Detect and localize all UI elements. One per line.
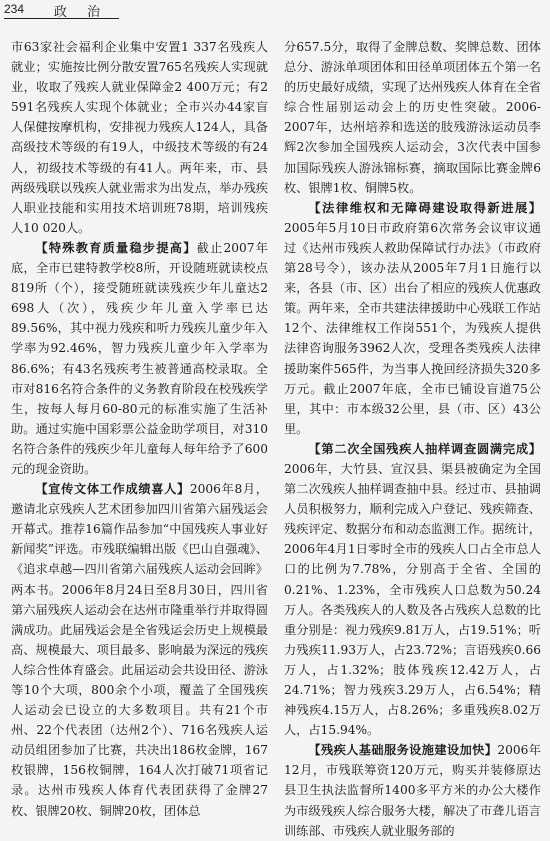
paragraph [284,740,541,840]
section-heading: 【残疾人基础服务设施建设加快】 [308,743,498,758]
section-heading: 【法律维权和无障碍建设取得新进展】 [308,200,541,215]
section-heading: 【特殊教育质量稳步提高】 [35,240,197,255]
section-title: 政 治 [54,5,109,20]
paragraph [11,479,268,821]
left-column [11,37,268,821]
paragraph [284,37,541,198]
paragraph-text: 市63家社会福利企业集中安置1 337名残疾人就业；实施按比例分散安置765名残疾人实现就业，收取了残疾人就业保障金2 400万元；有2 591名残疾人实现个体就业；全市兴办44家盲人保健按摩机构，安排视力残疾人124人，具备高级技术等级的有19人，中级技术等级的有24人，初级技术等级的有41人。两年来，市、县两级残联以残疾人就业需求为出发点，举办残疾人职业技能和实用技术培训班78期，培训残疾人10 020人。 [11,40,268,235]
section-heading: 【宣传文体工作成绩喜人】 [35,482,190,497]
paragraph-text: 2006年8月，邀请北京残疾人艺术团参加四川省第六届残运会开幕式。推荐16篇作品参加“中国残疾人事业好新闻奖”评选。市残联编辑出版《巴山自强魂》、《追求卓越—四川省第六届残疾人运动会回眸》两本书。2006年8月24日至8月30日，四川省第六届残疾人运动会在达州市隆重举行并取得圆满成功。此届残运会是全省残运会历史上规模最高、规模最大、项目最多、影响最为深远的残疾人综合性体育盛会。此届运动会共设田径、游泳等10个大项，800余个小项，覆盖了全国残疾人运动会已设立的大多数项目。共有21个市州、22个代表团（达州2个）、716名残疾人运动员组团参加了比赛，共决出186枚金牌，167枚银牌，156枚铜牌，164人次打破71项省记录。达州市残疾人体育代表团获得了金牌27枚、银牌20枚、铜牌20枚，团体总 [11,482,268,818]
paragraph [11,238,268,479]
paragraph [284,439,541,740]
paragraph-text: 截止2007年底，全市已建特教学校8所，开设随班就读校点819所（个），接受随班就读残疾少年儿童达2 698人（次），残疾少年儿童入学率已达89.56%，其中视力残疾和听力残疾儿童少年入学率为92.46%，智力残疾儿童少年入学率为86.6%；有43名残疾考生被普通高校录取。全市对816名符合条件的义务教育阶段在校残疾学生，按每人每月60-80元的标准实施了生活补助。通过实施中国彩票公益金助学项目，对310名符合条件的残疾少年儿童每人每年给予了600元的现金资助。 [11,240,268,476]
paragraph [284,198,541,439]
running-header [4,0,119,19]
right-column [284,37,541,841]
section-heading: 【第二次全国残疾人抽样调查圆满完成】 [308,441,541,456]
paragraph-text: 2006年12月，市残联筹资120万元，购买并装修原达县卫生执法监督所1400多平方米的办公大楼作为市级残疾人综合服务大楼，解决了市聋儿语言训练部、市残疾人就业服务部的 [284,743,541,838]
paragraph-text: 2005年5月10日市政府第6次常务会议审议通过《达州市残疾人救助保障试行办法》（市政府第28号令），该办法从2005年7月1日施行以来，各县（市、区）出台了相应的残疾人优惠政策。两年来，全市共建法律援助中心残联工作站12个、法律维权工作岗551个，为残疾人提供法律咨询服务3962人次，受理各类残疾人法律援助案件565件，为当事人挽回经济损失320多万元。截止2007年底，全市已铺设盲道75公里，其中：市本级32公里，县（市、区）43公里。 [284,220,541,436]
paragraph [11,37,268,238]
page-number: 234 [4,2,25,16]
paragraph-text: 分657.5分，取得了金牌总数、奖牌总数、团体总分、游泳单项团体和田径单项团体五个第一名的历史最好成绩，实现了达州残疾人体育在全省综合性届别运动会上的历史性突破。2006-2007年，达州培养和选送的肢残游泳运动员李辉2次参加全国残疾人运动会，3次代表中国参加国际残疾人游泳锦标赛，摘取国际比赛金牌6枚、银牌1枚、铜牌5枚。 [284,40,541,195]
paragraph-text: 2006年，大竹县、宣汉县、渠县被确定为全国第二次残疾人抽样调查抽中县。经过市、县抽调人员积极努力，顺利完成入户登记、残疾筛查、残疾评定、数据分布和动态监测工作。据统计，2006年4月1日零时全市的残疾人口占全市总人口的比例为7.78%，分别高于全省、全国的0.21%、1.23%，全市残疾人口总数为50.24万人。各类残疾人的人数及各占残疾人总数的比重分别是：视力残疾9.81万人，占19.51%；听力残疾11.93万人，占23.72%；言语残疾0.66万人，占1.32%；肢体残疾12.42万人，占24.71%；智力残疾3.29万人，占6.54%；精神残疾4.15万人，占8.26%；多重残疾8.02万人，占15.94%。 [284,461,541,738]
